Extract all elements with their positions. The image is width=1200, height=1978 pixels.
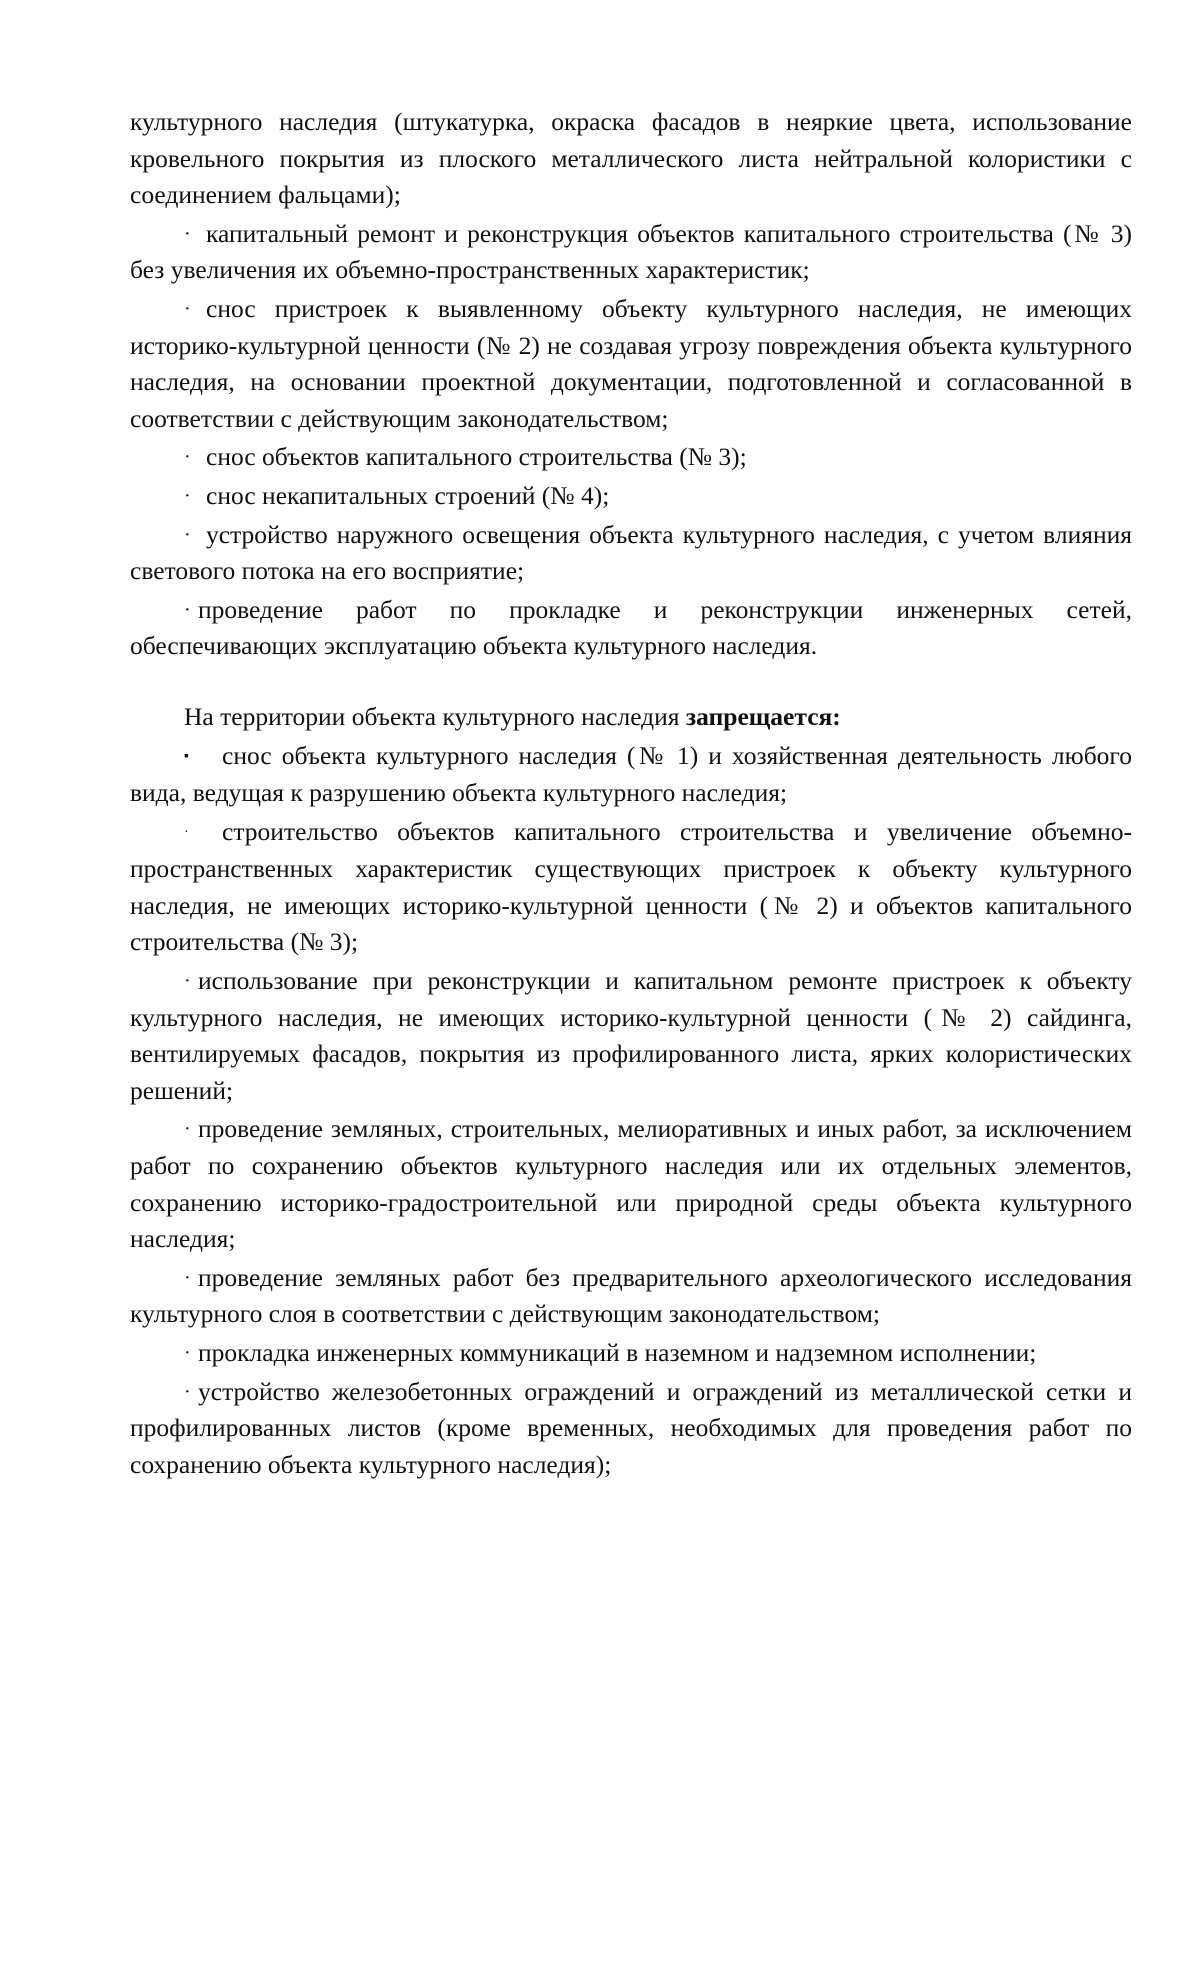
bullet-dot-icon: · (184, 1380, 191, 1403)
bullet-dot-icon: · (184, 484, 191, 507)
list-item-text: устройство железобетонных ограждений и ограждений из металлической сетки и профилированных листов (кроме временных, необходимых для проведения работ по сохранению объекта культурного наследия); (130, 1376, 1132, 1479)
list-item-text: снос объектов капитального строительства (№ 3); (206, 442, 747, 472)
bullet-dot-icon: · (184, 1342, 191, 1364)
list-item-text: использование при реконструкции и капитальном ремонте пристроек к объекту культурного наследия, не имеющих историко-культурной ценности (№ 2) сайдинга, вентилируемых фасадов, покрытия из профилированного листа, ярких колористических решений; (130, 966, 1132, 1105)
list-item-text: снос некапитальных строений (№ 4); (206, 480, 610, 510)
list-item-text: снос пристроек к выявленному объекту культурного наследия, не имеющих историко-культурной ценности (№ 2) не создавая угрозу повреждения объекта культурного наследия, на основании проектной документации, подготовленной и согласованной в соответствии с действующим законодательством; (130, 293, 1132, 433)
bullet-dot-icon: · (184, 824, 189, 840)
list-item (130, 439, 1132, 476)
list-item (130, 1335, 1132, 1372)
list-item (130, 738, 1132, 812)
list-item-text: проведение земляных, строительных, мелиоративных и иных работ, за исключением работ по сохранению объектов культурного наследия или их отдельных элементов, сохранению историко-градостроительной или природной среды объекта культурного наследия; (130, 1114, 1132, 1254)
bullet-dot-icon: · (184, 598, 191, 621)
list-item-text: строительство объектов капитального строительства и увеличение объемно-пространственных характеристик существующих пристроек к объекту культурного наследия, не имеющих историко-культурной ценности (№ 2) и объектов капитального строительства (№ 3); (130, 816, 1132, 957)
bullet-dot-icon: · (184, 523, 191, 546)
list-item (130, 216, 1132, 289)
list-item (130, 963, 1132, 1109)
prohibited-list (130, 738, 1132, 1484)
list-item (130, 517, 1132, 590)
list-item (130, 291, 1132, 437)
list-item (130, 1111, 1132, 1257)
prohibited-heading-text: На территории объекта культурного наследия (184, 701, 686, 731)
bullet-dot-icon: · (184, 970, 191, 993)
allowed-list (130, 216, 1132, 665)
list-item-text: прокладка инженерных коммуникаций в наземном и надземном исполнении; (198, 1338, 1037, 1367)
list-item (130, 1260, 1132, 1333)
list-item (130, 1374, 1132, 1484)
bullet-dot-icon: · (184, 446, 191, 469)
bullet-square-icon: ▪ (184, 748, 189, 764)
bullet-dot-icon: · (184, 297, 191, 320)
list-item-text: проведение работ по прокладке и реконструкции инженерных сетей, обеспечивающих эксплуатацию объекта культурного наследия. (130, 594, 1132, 661)
document-page (130, 104, 1132, 1485)
list-item (130, 814, 1132, 961)
list-item-text: устройство наружного освещения объекта культурного наследия, с учетом влияния светового потока на его восприятие; (130, 519, 1132, 586)
prohibited-heading-bold: запрещается: (685, 701, 841, 731)
list-item-text: капитальный ремонт и реконструкция объектов капитального строительства (№ 3) без увеличения их объемно-пространственных характеристик; (130, 218, 1132, 285)
list-item-text: снос объекта культурного наследия (№ 1) и хозяйственная деятельность любого вида, ведущая к разрушению объекта культурного наследия; (130, 740, 1132, 808)
bullet-dot-icon: · (184, 222, 191, 245)
bullet-dot-icon: · (184, 1118, 191, 1141)
intro-paragraph: культурного наследия (штукатурка, окраска фасадов в неяркие цвета, использование кровельного покрытия из плоского металлического листа нейтральной колористики с соединением фальцами); (130, 107, 1132, 210)
list-item-text: проведение земляных работ без предварительного археологического исследования культурного слоя в соответствии с действующим законодательством; (130, 1262, 1132, 1329)
prohibited-heading (130, 699, 1132, 736)
list-item (130, 592, 1132, 665)
list-item (130, 478, 1132, 515)
bullet-dot-icon: · (184, 1266, 191, 1289)
